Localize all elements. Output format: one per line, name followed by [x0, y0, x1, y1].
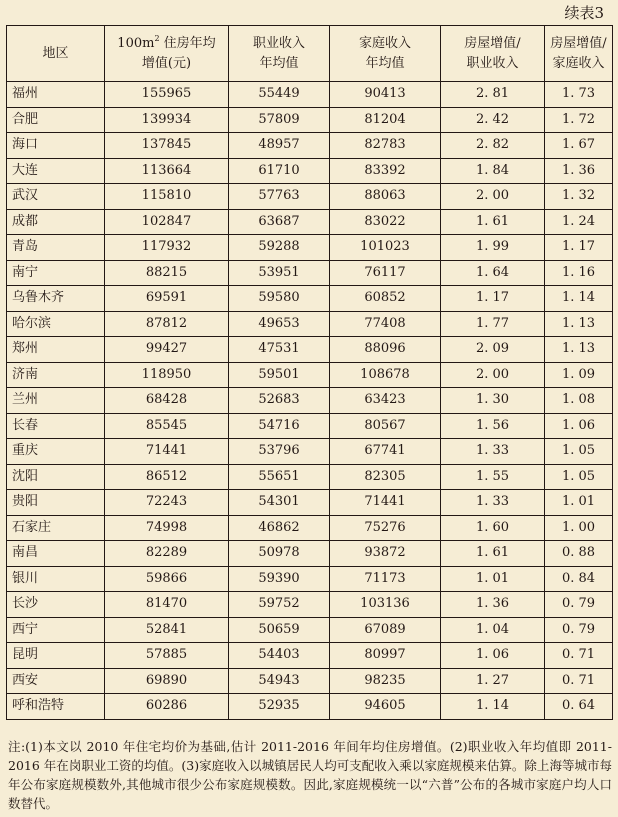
cell-city: 南昌	[7, 541, 105, 567]
table-row	[7, 592, 613, 618]
header-ratio-family: 房屋增值/ 家庭收入	[545, 26, 613, 82]
cell-family-income: 108678	[330, 362, 441, 388]
cell-family-income: 82783	[330, 133, 441, 159]
cell-ratio-job: 1. 56	[441, 413, 545, 439]
cell-house-value: 71441	[105, 439, 229, 465]
cell-house-value: 69890	[105, 668, 229, 694]
cell-family-income: 80567	[330, 413, 441, 439]
cell-ratio-family: 1. 17	[545, 235, 613, 261]
cell-job-income: 46862	[229, 515, 330, 541]
cell-city: 西安	[7, 668, 105, 694]
cell-job-income: 52935	[229, 694, 330, 720]
cell-ratio-family: 0. 88	[545, 541, 613, 567]
table-row	[7, 260, 613, 286]
table-row	[7, 439, 613, 465]
cell-city: 合肥	[7, 107, 105, 133]
cell-city: 重庆	[7, 439, 105, 465]
table-row	[7, 337, 613, 363]
cell-house-value: 59866	[105, 566, 229, 592]
cell-ratio-job: 1. 84	[441, 158, 545, 184]
cell-job-income: 54301	[229, 490, 330, 516]
cell-house-value: 85545	[105, 413, 229, 439]
cell-job-income: 48957	[229, 133, 330, 159]
cell-city: 乌鲁木齐	[7, 286, 105, 312]
cell-city: 沈阳	[7, 464, 105, 490]
cell-ratio-job: 1. 04	[441, 617, 545, 643]
cell-house-value: 99427	[105, 337, 229, 363]
cell-family-income: 93872	[330, 541, 441, 567]
cell-ratio-family: 1. 13	[545, 311, 613, 337]
cell-city: 大连	[7, 158, 105, 184]
cell-city: 福州	[7, 82, 105, 108]
data-table	[6, 25, 613, 720]
table-row	[7, 643, 613, 669]
table-row	[7, 362, 613, 388]
cell-ratio-family: 1. 09	[545, 362, 613, 388]
cell-job-income: 59390	[229, 566, 330, 592]
cell-city: 济南	[7, 362, 105, 388]
cell-family-income: 98235	[330, 668, 441, 694]
cell-ratio-job: 1. 06	[441, 643, 545, 669]
cell-ratio-family: 1. 13	[545, 337, 613, 363]
header-family-income: 家庭收入 年均值	[330, 26, 441, 82]
cell-ratio-job: 1. 14	[441, 694, 545, 720]
cell-family-income: 82305	[330, 464, 441, 490]
cell-job-income: 59501	[229, 362, 330, 388]
table-row	[7, 541, 613, 567]
table-row	[7, 464, 613, 490]
cell-house-value: 82289	[105, 541, 229, 567]
cell-ratio-family: 1. 06	[545, 413, 613, 439]
cell-ratio-job: 1. 77	[441, 311, 545, 337]
cell-city: 贵阳	[7, 490, 105, 516]
cell-house-value: 102847	[105, 209, 229, 235]
cell-house-value: 74998	[105, 515, 229, 541]
cell-job-income: 61710	[229, 158, 330, 184]
cell-city: 郑州	[7, 337, 105, 363]
cell-family-income: 83392	[330, 158, 441, 184]
cell-house-value: 57885	[105, 643, 229, 669]
table-row	[7, 668, 613, 694]
cell-job-income: 47531	[229, 337, 330, 363]
cell-city: 哈尔滨	[7, 311, 105, 337]
cell-city: 昆明	[7, 643, 105, 669]
cell-house-value: 72243	[105, 490, 229, 516]
cell-ratio-family: 0. 79	[545, 592, 613, 618]
cell-family-income: 101023	[330, 235, 441, 261]
cell-family-income: 76117	[330, 260, 441, 286]
cell-ratio-family: 1. 16	[545, 260, 613, 286]
table-row	[7, 617, 613, 643]
cell-house-value: 113664	[105, 158, 229, 184]
table-row	[7, 107, 613, 133]
cell-ratio-family: 1. 24	[545, 209, 613, 235]
cell-ratio-job: 2. 82	[441, 133, 545, 159]
table-caption: 续表3	[564, 4, 604, 22]
cell-job-income: 57763	[229, 184, 330, 210]
cell-family-income: 88096	[330, 337, 441, 363]
table-row	[7, 694, 613, 720]
table-row	[7, 515, 613, 541]
cell-house-value: 139934	[105, 107, 229, 133]
cell-ratio-family: 1. 00	[545, 515, 613, 541]
cell-ratio-job: 1. 33	[441, 439, 545, 465]
cell-ratio-family: 1. 01	[545, 490, 613, 516]
table-footnote: 注:(1)本文以 2010 年住宅均价为基础,估计 2011-2016 年间年均住房增值。(2)职业收入年均值即 2011-2016 年在岗职业工资的均值。(3)家庭收入以城镇居民人均可支配收入乘以家庭规模来估算。除上海等城市每年公布家庭规模数外,其他城市很少公布家庭规模数。因此,家庭规模统一以“六普”公布的各城市家庭户均人口数替代。	[8, 739, 612, 811]
cell-ratio-job: 1. 64	[441, 260, 545, 286]
cell-family-income: 71441	[330, 490, 441, 516]
header-house-value: $100m^2$ 住房年均 增值(元)	[105, 26, 229, 82]
cell-job-income: 54403	[229, 643, 330, 669]
cell-ratio-family: 1. 72	[545, 107, 613, 133]
table-row	[7, 566, 613, 592]
cell-house-value: 87812	[105, 311, 229, 337]
cell-ratio-family: 1. 08	[545, 388, 613, 414]
cell-city: 兰州	[7, 388, 105, 414]
cell-city: 呼和浩特	[7, 694, 105, 720]
cell-ratio-job: 1. 36	[441, 592, 545, 618]
cell-house-value: 155965	[105, 82, 229, 108]
table-row	[7, 82, 613, 108]
header-city: 地区	[7, 26, 105, 82]
cell-family-income: 81204	[330, 107, 441, 133]
cell-job-income: 59752	[229, 592, 330, 618]
table-row	[7, 490, 613, 516]
cell-city: 石家庄	[7, 515, 105, 541]
cell-house-value: 137845	[105, 133, 229, 159]
cell-ratio-job: 1. 33	[441, 490, 545, 516]
cell-ratio-job: 1. 55	[441, 464, 545, 490]
cell-house-value: 118950	[105, 362, 229, 388]
cell-family-income: 67741	[330, 439, 441, 465]
cell-family-income: 71173	[330, 566, 441, 592]
cell-ratio-job: 2. 00	[441, 184, 545, 210]
cell-job-income: 59288	[229, 235, 330, 261]
table-row	[7, 311, 613, 337]
header-ratio-job: 房屋增值/ 职业收入	[441, 26, 545, 82]
cell-job-income: 52683	[229, 388, 330, 414]
cell-ratio-family: 1. 32	[545, 184, 613, 210]
cell-ratio-job: 1. 27	[441, 668, 545, 694]
cell-job-income: 49653	[229, 311, 330, 337]
cell-ratio-family: 1. 73	[545, 82, 613, 108]
cell-family-income: 94605	[330, 694, 441, 720]
table-row	[7, 209, 613, 235]
cell-ratio-job: 1. 61	[441, 209, 545, 235]
cell-ratio-family: 0. 79	[545, 617, 613, 643]
cell-ratio-job: 2. 00	[441, 362, 545, 388]
table-row	[7, 413, 613, 439]
cell-house-value: 52841	[105, 617, 229, 643]
cell-house-value: 88215	[105, 260, 229, 286]
cell-job-income: 57809	[229, 107, 330, 133]
table-row	[7, 388, 613, 414]
cell-city: 青岛	[7, 235, 105, 261]
cell-family-income: 90413	[330, 82, 441, 108]
cell-city: 海口	[7, 133, 105, 159]
cell-family-income: 77408	[330, 311, 441, 337]
header-job-income: 职业收入 年均值	[229, 26, 330, 82]
cell-house-value: 117932	[105, 235, 229, 261]
cell-family-income: 103136	[330, 592, 441, 618]
cell-job-income: 63687	[229, 209, 330, 235]
cell-city: 长春	[7, 413, 105, 439]
cell-family-income: 75276	[330, 515, 441, 541]
cell-city: 银川	[7, 566, 105, 592]
cell-family-income: 63423	[330, 388, 441, 414]
cell-job-income: 55449	[229, 82, 330, 108]
cell-ratio-job: 1. 30	[441, 388, 545, 414]
cell-job-income: 54943	[229, 668, 330, 694]
cell-city: 西宁	[7, 617, 105, 643]
table-row	[7, 184, 613, 210]
table-row	[7, 158, 613, 184]
cell-house-value: 69591	[105, 286, 229, 312]
cell-house-value: 86512	[105, 464, 229, 490]
cell-ratio-job: 1. 60	[441, 515, 545, 541]
cell-city: 武汉	[7, 184, 105, 210]
cell-ratio-job: 2. 42	[441, 107, 545, 133]
cell-family-income: 88063	[330, 184, 441, 210]
table-row	[7, 235, 613, 261]
cell-ratio-family: 0. 64	[545, 694, 613, 720]
cell-ratio-family: 1. 05	[545, 439, 613, 465]
cell-job-income: 53796	[229, 439, 330, 465]
cell-ratio-family: 1. 14	[545, 286, 613, 312]
cell-job-income: 59580	[229, 286, 330, 312]
cell-job-income: 55651	[229, 464, 330, 490]
cell-family-income: 80997	[330, 643, 441, 669]
cell-city: 南宁	[7, 260, 105, 286]
cell-ratio-job: 2. 81	[441, 82, 545, 108]
cell-family-income: 60852	[330, 286, 441, 312]
cell-job-income: 50659	[229, 617, 330, 643]
cell-family-income: 67089	[330, 617, 441, 643]
cell-city: 成都	[7, 209, 105, 235]
header-row	[7, 26, 613, 82]
cell-job-income: 50978	[229, 541, 330, 567]
cell-ratio-job: 1. 61	[441, 541, 545, 567]
cell-family-income: 83022	[330, 209, 441, 235]
cell-house-value: 115810	[105, 184, 229, 210]
cell-house-value: 81470	[105, 592, 229, 618]
cell-ratio-job: 1. 99	[441, 235, 545, 261]
cell-ratio-family: 1. 05	[545, 464, 613, 490]
cell-ratio-job: 1. 01	[441, 566, 545, 592]
cell-city: 长沙	[7, 592, 105, 618]
cell-job-income: 53951	[229, 260, 330, 286]
table-body	[7, 82, 613, 720]
cell-ratio-job: 1. 17	[441, 286, 545, 312]
cell-house-value: 68428	[105, 388, 229, 414]
cell-job-income: 54716	[229, 413, 330, 439]
table-row	[7, 133, 613, 159]
cell-ratio-family: 0. 71	[545, 643, 613, 669]
cell-ratio-family: 0. 71	[545, 668, 613, 694]
cell-ratio-family: 1. 67	[545, 133, 613, 159]
cell-house-value: 60286	[105, 694, 229, 720]
cell-ratio-family: 0. 84	[545, 566, 613, 592]
cell-ratio-family: 1. 36	[545, 158, 613, 184]
cell-ratio-job: 2. 09	[441, 337, 545, 363]
table-row	[7, 286, 613, 312]
